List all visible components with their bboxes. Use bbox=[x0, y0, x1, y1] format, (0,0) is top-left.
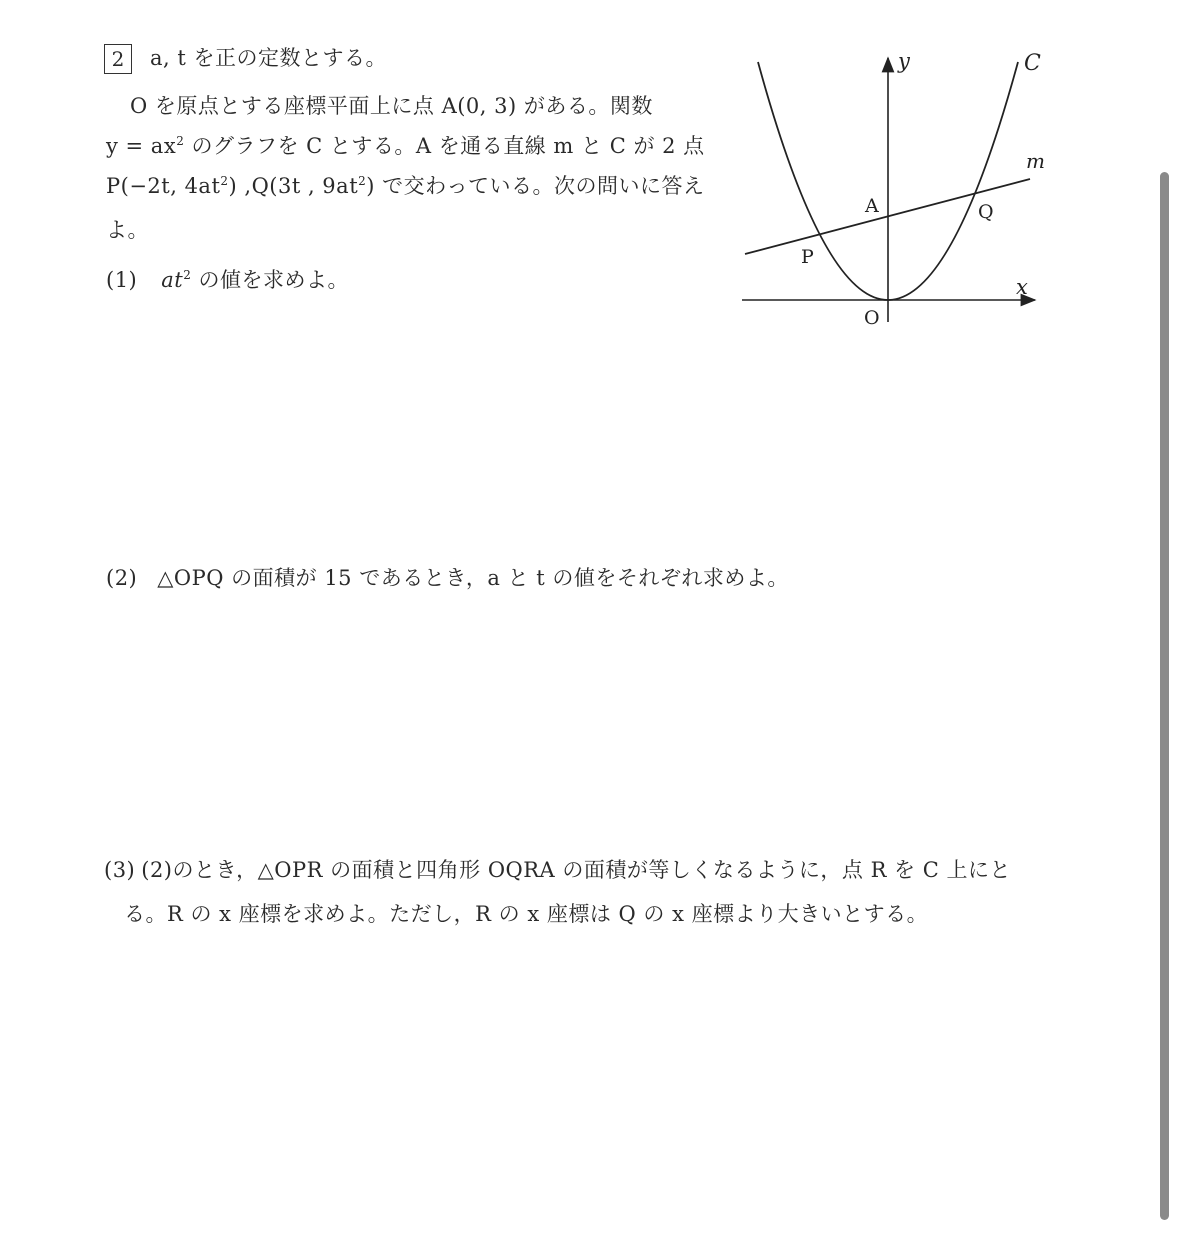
statement-line-2: $y = ax^2$ のグラフを C とする。A を通る直線 m と C が 2 点 bbox=[106, 134, 705, 158]
question-2: (2) △OPQ の面積が 15 であるとき，a と t の値をそれぞれ求めよ。 bbox=[106, 566, 789, 590]
label-A: A bbox=[865, 195, 879, 217]
statement-line-3: P(−2t, $4at^2$) ,Q(3t , $9at^2$) で交わっている。次の問いに答え bbox=[106, 174, 705, 198]
question-3-line-1: (3) (2)のとき，△OPR の面積と四角形 OQRA の面積が等しくなるように，点 R を C 上にと bbox=[104, 858, 1011, 882]
label-m: m bbox=[1026, 149, 1045, 173]
vertical-scrollbar[interactable] bbox=[1160, 172, 1169, 1220]
label-C: C bbox=[1024, 51, 1041, 76]
statement-line-1: O を原点とする座標平面上に点 A(0, 3) がある。関数 bbox=[130, 94, 653, 118]
label-y: y bbox=[898, 49, 910, 73]
label-O: O bbox=[864, 307, 880, 329]
statement-line-4: よ。 bbox=[106, 218, 149, 242]
graph-figure bbox=[730, 40, 1050, 340]
label-x: x bbox=[1016, 275, 1028, 299]
problem-intro: a, t を正の定数とする。 bbox=[150, 46, 387, 70]
question-1: (1) $at^2$ の値を求めよ。 bbox=[106, 268, 350, 292]
label-Q: Q bbox=[978, 201, 994, 223]
problem-number-box: 2 bbox=[104, 44, 132, 74]
label-P: P bbox=[801, 246, 814, 268]
question-3-line-2: る。R の x 座標を求めよ。ただし，R の x 座標は Q の x 座標より大きいとする。 bbox=[124, 902, 929, 926]
